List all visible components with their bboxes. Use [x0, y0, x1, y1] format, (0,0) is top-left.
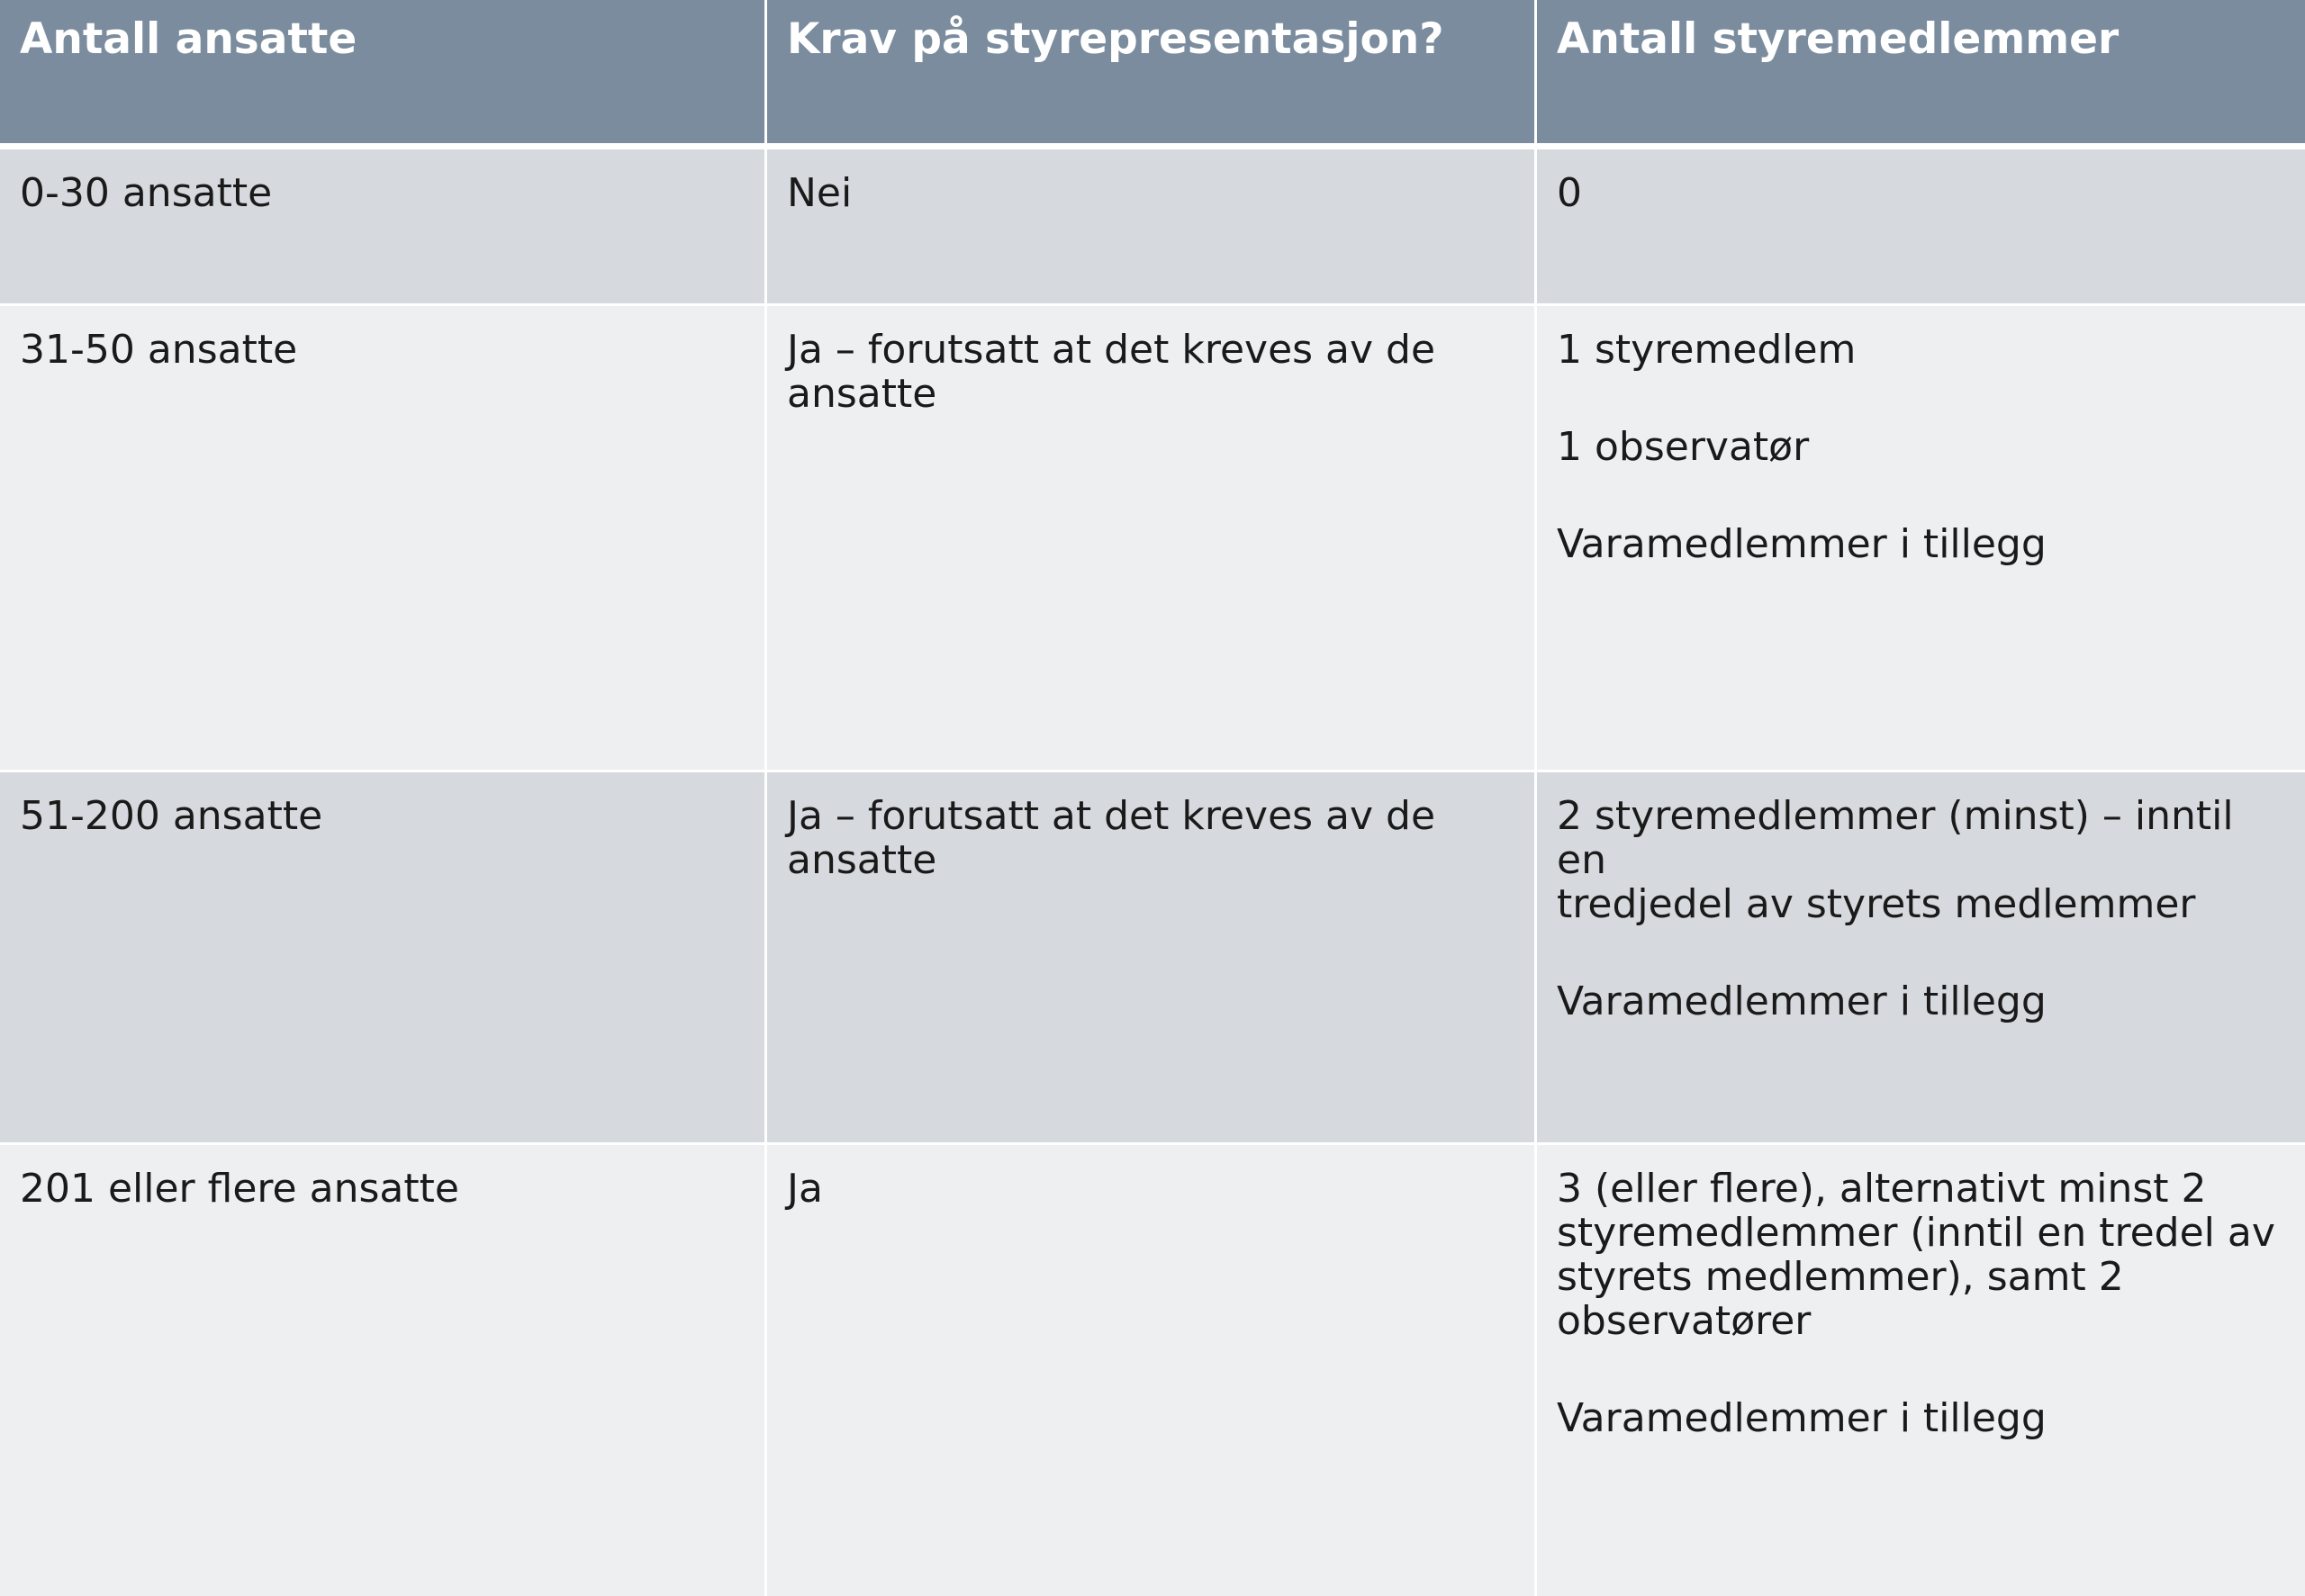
header-board-member-count-label: Antall styremedlemmer — [1557, 14, 2120, 64]
row-3-members-line-2: tredjedel av styrets medlemmer — [1557, 881, 2196, 927]
row-3-members-line-1: 2 styremedlemmer (minst) – inntil en — [1557, 793, 2234, 883]
table-row-4-requirement — [767, 1145, 1537, 1596]
table-row-1-requirement — [767, 149, 1537, 306]
header-board-member-count — [1537, 0, 2305, 149]
row-3-members-para-2: Varamedlemmer i tillegg — [1557, 978, 2047, 1024]
row-3-requirement-line-1: Ja – forutsatt at det kreves av de — [787, 793, 1436, 839]
row-2-requirement-line-2: ansatte — [787, 371, 937, 417]
header-employee-count-label: Antall ansatte — [20, 14, 357, 64]
row-1-requirement-text: Nei — [787, 170, 853, 216]
table-row-3-requirement — [767, 772, 1537, 1145]
header-board-requirement — [767, 0, 1537, 149]
table-row-3-members — [1537, 772, 2305, 1145]
row-2-employees-text: 31-50 ansatte — [20, 327, 298, 373]
row-2-members-para-2: 1 observatør — [1557, 424, 1810, 470]
table-row-1-employees — [0, 149, 767, 306]
row-1-employees-text: 0-30 ansatte — [20, 170, 273, 216]
row-2-requirement-line-1: Ja – forutsatt at det kreves av de — [787, 327, 1436, 373]
row-4-employees-text: 201 eller flere ansatte — [20, 1166, 459, 1212]
row-4-members-para-2: Varamedlemmer i tillegg — [1557, 1395, 2047, 1441]
row-3-employees-text: 51-200 ansatte — [20, 793, 323, 839]
header-board-requirement-label: Krav på styrepresentasjon? — [787, 14, 1444, 64]
table-row-4-members — [1537, 1145, 2305, 1596]
row-1-members-text: 0 — [1557, 170, 1582, 216]
row-4-requirement-text: Ja — [787, 1166, 823, 1212]
table-row-4-employees — [0, 1145, 767, 1596]
table-row-3-employees — [0, 772, 767, 1145]
row-3-requirement-line-2: ansatte — [787, 837, 937, 883]
row-4-members-line-1: 3 (eller flere), alternativt minst 2 — [1557, 1166, 2207, 1212]
table-row-1-members — [1537, 149, 2305, 306]
row-4-members-line-4: observatører — [1557, 1298, 1812, 1344]
row-2-members-para-3: Varamedlemmer i tillegg — [1557, 521, 2047, 567]
row-4-members-line-2: styremedlemmer (inntil en tredel av — [1557, 1210, 2275, 1256]
row-3-members-para-1 — [1557, 794, 2285, 926]
row-4-members-line-3: styrets medlemmer), samt 2 — [1557, 1254, 2124, 1300]
table-row-2-employees — [0, 306, 767, 772]
header-employee-count — [0, 0, 767, 149]
row-2-members-para-1: 1 styremedlem — [1557, 327, 1857, 373]
row-4-members-para-1 — [1557, 1167, 2285, 1343]
table-row-2-requirement — [767, 306, 1537, 772]
table-row-2-members — [1537, 306, 2305, 772]
